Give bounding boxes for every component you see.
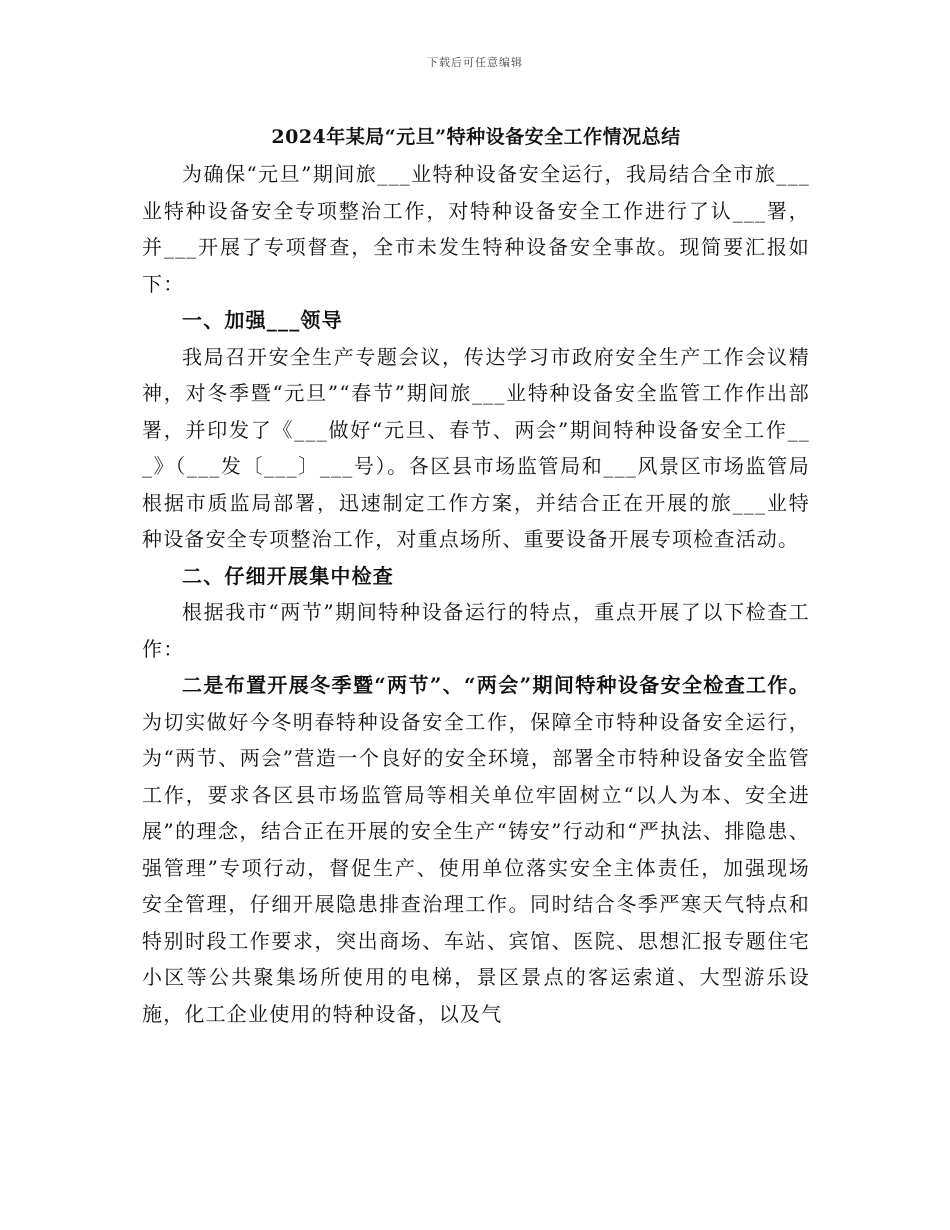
section-2-paragraph: 根据我市“两节”期间特种设备运行的特点，重点开展了以下检查工作：	[142, 600, 810, 661]
intro-paragraph: 为确保“元旦”期间旅___业特种设备安全运行，我局结合全市旅___业特种设备安全专项整治工作，对特种设备安全工作进行了认___署，并___开展了专项督查，全市未发生特种设备安全事故。现简要汇报如下：	[142, 162, 810, 296]
section-2-item-lead: 二是布置开展冬季暨“两节”、“两会”期间特种设备安全检查工作。	[182, 673, 810, 697]
section-1-paragraph: 我局召开安全生产专题会议，传达学习市政府安全生产工作会议精神，对冬季暨“元旦”“春节”期间旅___业特种设备安全监管工作作出部署，并印发了《___做好“元旦、春节、两会”期间特种设备安全工作___》（___发〔___〕___号）。各区县市场监管局和___风景区市场监管局根据市质监局部署，迅速制定工作方案，并结合正在开展的旅___业特种设备安全专项整治工作，对重点场所、重要设备开展专项检查活动。	[142, 344, 810, 551]
section-2-item-body: 为切实做好今冬明春特种设备安全工作，保障全市特种设备安全运行，为“两节、两会”营造一个良好的安全环境，部署全市特种设备安全监管工作，要求各区县市场监管局等相关单位牢固树立“以人为本、安全进展”的理念，结合正在开展的安全生产“铸安”行动和“严执法、排隐患、强管理”专项行动，督促生产、使用单位落实安全主体责任，加强现场安全管理，仔细开展隐患排查治理工作。同时结合冬季严寒天气特点和特别时段工作要求，突出商场、车站、宾馆、医院、思想汇报专题住宅小区等公共聚集场所使用的电梯，景区景点的客运索道、大型游乐设施，化工企业使用的特种设备，以及气	[142, 709, 810, 1026]
section-2-item-paragraph	[142, 667, 810, 1032]
section-2-heading: 二、仔细开展集中检查	[182, 563, 394, 588]
page-header-note: 下载后可任意编辑	[427, 56, 523, 69]
document-title: 2024年某局“元旦”特种设备安全工作情况总结	[271, 126, 681, 148]
document-body	[142, 120, 810, 1032]
section-1-heading: 一、加强___领导	[182, 308, 343, 332]
